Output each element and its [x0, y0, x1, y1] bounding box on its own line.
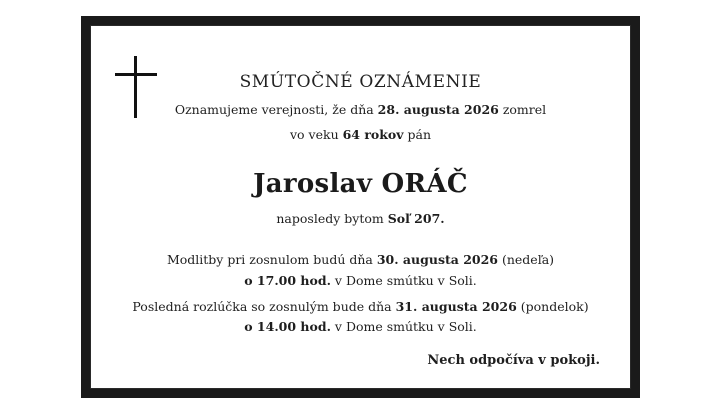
notice-title: SMÚTOČNÉ OZNÁMENIE: [239, 72, 482, 92]
closing-phrase: Nech odpočíva v pokoji.: [427, 353, 600, 368]
farewell-time: o 14.00 hod.: [244, 319, 331, 334]
prayers-place: v Dome smútku v Soli.: [330, 273, 477, 288]
prayers-date: 30. augusta 2026: [376, 252, 498, 267]
prayers-time: o 17.00 hod.: [244, 273, 331, 288]
farewell-date: 31. augusta 2026: [395, 299, 517, 314]
deceased-name: Jaroslav ORÁČ: [253, 169, 468, 199]
age-suffix: pán: [403, 127, 432, 142]
announcement-prefix: Oznamujeme verejnosti, že dňa: [174, 102, 378, 117]
residence-prefix: naposledy bytom: [276, 211, 388, 226]
prayers-prefix: Modlitby pri zosnulom budú dňa: [166, 252, 377, 267]
farewell-time-line: [91, 319, 630, 334]
announcement-line: [91, 102, 630, 117]
death-date: 28. augusta 2026: [377, 102, 499, 117]
farewell-place: v Dome smútku v Soli.: [330, 319, 477, 334]
age-prefix: vo veku: [289, 127, 343, 142]
prayers-line: [91, 252, 630, 267]
notice-inner-frame: [90, 25, 631, 389]
prayers-day: (nedeľa): [498, 252, 555, 267]
obituary-notice: [81, 16, 640, 398]
announcement-suffix: zomrel: [498, 102, 547, 117]
residence-line: [91, 211, 630, 226]
age-line: [91, 127, 630, 142]
prayers-time-line: [91, 273, 630, 288]
farewell-line: [91, 299, 630, 314]
residence-value: Soľ 207.: [387, 211, 445, 226]
age-value: 64 rokov: [342, 127, 404, 142]
farewell-prefix: Posledná rozlúčka so zosnulým bude dňa: [132, 299, 396, 314]
farewell-day: (pondelok): [516, 299, 589, 314]
